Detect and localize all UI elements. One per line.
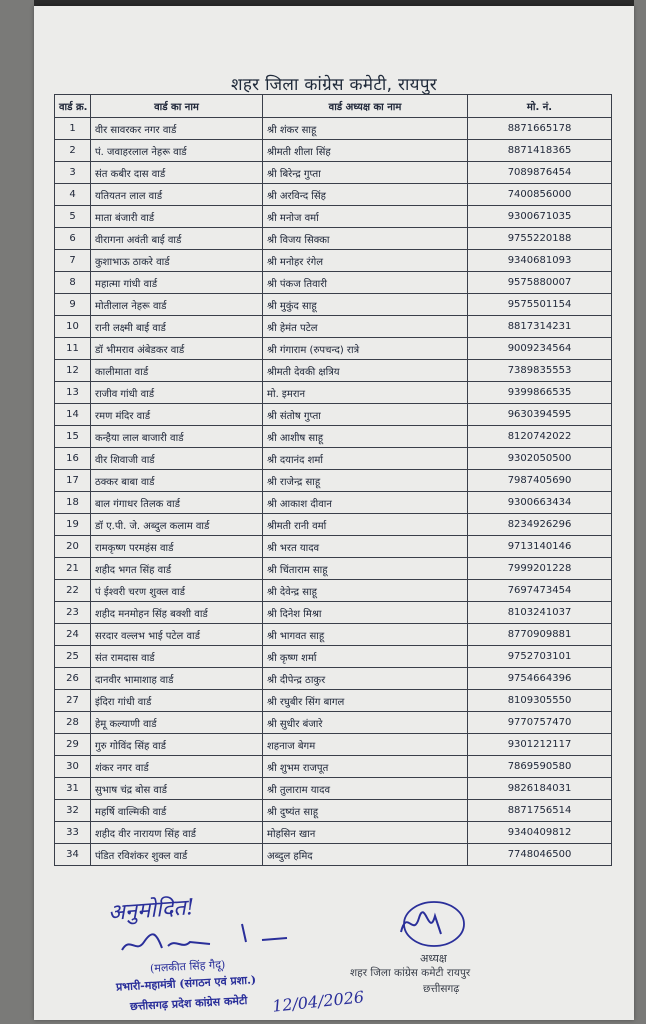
table-row bbox=[55, 734, 612, 756]
president-cell: श्री दिनेश मिश्रा bbox=[263, 602, 468, 624]
mobile-cell: 9755220188 bbox=[468, 228, 612, 250]
header-president-name: वार्ड अध्यक्ष का नाम bbox=[263, 95, 468, 118]
ward-no-cell: 24 bbox=[55, 624, 91, 646]
mobile-cell: 7869590580 bbox=[468, 756, 612, 778]
president-cell: श्री रघुबीर सिंग बागल bbox=[263, 690, 468, 712]
president-cell: श्री दुष्यंत साहू bbox=[263, 800, 468, 822]
ward-no-cell: 20 bbox=[55, 536, 91, 558]
ward-name-cell: वीरागना अवंती बाई वार्ड bbox=[91, 228, 263, 250]
ward-no-cell: 26 bbox=[55, 668, 91, 690]
ward-name-cell: महर्षि वाल्मिकी वार्ड bbox=[91, 800, 263, 822]
ward-no-cell: 19 bbox=[55, 514, 91, 536]
president-cell: मोहसिन खान bbox=[263, 822, 468, 844]
ward-name-cell: माता बंजारी वार्ड bbox=[91, 206, 263, 228]
table-row bbox=[55, 118, 612, 140]
ward-name-cell: बाल गंगाधर तिलक वार्ड bbox=[91, 492, 263, 514]
mobile-cell: 7089876454 bbox=[468, 162, 612, 184]
mobile-cell: 8234926296 bbox=[468, 514, 612, 536]
mobile-cell: 8871665178 bbox=[468, 118, 612, 140]
table-row bbox=[55, 250, 612, 272]
ward-no-cell: 14 bbox=[55, 404, 91, 426]
president-cell: श्री शंकर साहू bbox=[263, 118, 468, 140]
president-cell: श्री भरत यादव bbox=[263, 536, 468, 558]
table-row bbox=[55, 580, 612, 602]
mobile-cell: 9301212117 bbox=[468, 734, 612, 756]
mobile-cell: 9575880007 bbox=[468, 272, 612, 294]
mobile-cell: 9300663434 bbox=[468, 492, 612, 514]
ward-no-cell: 18 bbox=[55, 492, 91, 514]
president-cell: श्री मनोज वर्मा bbox=[263, 206, 468, 228]
mobile-cell: 9575501154 bbox=[468, 294, 612, 316]
signature-right bbox=[379, 898, 469, 953]
ward-name-cell: वीर शिवाजी वार्ड bbox=[91, 448, 263, 470]
ward-name-cell: कालीमाता वार्ड bbox=[91, 360, 263, 382]
president-cell: श्री पंकज तिवारी bbox=[263, 272, 468, 294]
approver-role: प्रभारी-महामंत्री (संगठन एवं प्रशा.) bbox=[115, 973, 257, 994]
table-row bbox=[55, 184, 612, 206]
ward-no-cell: 25 bbox=[55, 646, 91, 668]
mobile-cell: 9754664396 bbox=[468, 668, 612, 690]
ward-name-cell: यतियतन लाल वार्ड bbox=[91, 184, 263, 206]
table-row bbox=[55, 360, 612, 382]
mobile-cell: 9399866535 bbox=[468, 382, 612, 404]
ward-table bbox=[54, 94, 612, 866]
ward-no-cell: 29 bbox=[55, 734, 91, 756]
ward-no-cell: 15 bbox=[55, 426, 91, 448]
mobile-cell: 9300671035 bbox=[468, 206, 612, 228]
president-cell: श्री बिरेन्द्र गुप्ता bbox=[263, 162, 468, 184]
ward-no-cell: 12 bbox=[55, 360, 91, 382]
mobile-cell: 9302050500 bbox=[468, 448, 612, 470]
mobile-cell: 9826184031 bbox=[468, 778, 612, 800]
mobile-cell: 7987405690 bbox=[468, 470, 612, 492]
president-cell: श्री हेमंत पटेल bbox=[263, 316, 468, 338]
mobile-cell: 8770909881 bbox=[468, 624, 612, 646]
table-row bbox=[55, 800, 612, 822]
table-row bbox=[55, 426, 612, 448]
president-cell: श्री मनोहर रंगेल bbox=[263, 250, 468, 272]
mobile-cell: 7389835553 bbox=[468, 360, 612, 382]
approver-name: (मलकीत सिंह गैदू) bbox=[149, 958, 226, 975]
ward-name-cell: हेमू कल्याणी वार्ड bbox=[91, 712, 263, 734]
mobile-cell: 8103241037 bbox=[468, 602, 612, 624]
header-ward-no: वार्ड क्र. bbox=[55, 95, 91, 118]
table-row bbox=[55, 602, 612, 624]
table-row bbox=[55, 206, 612, 228]
approver-org: छत्तीसगढ़ प्रदेश कांग्रेस कमेटी bbox=[129, 993, 248, 1014]
president-cell: मो. इमरान bbox=[263, 382, 468, 404]
president-cell: श्री दीपेन्द्र ठाकुर bbox=[263, 668, 468, 690]
ward-no-cell: 28 bbox=[55, 712, 91, 734]
ward-name-cell: शहीद मनमोहन सिंह बक्शी वार्ड bbox=[91, 602, 263, 624]
president-cell: श्री संतोष गुप्ता bbox=[263, 404, 468, 426]
ward-name-cell: महात्मा गांधी वार्ड bbox=[91, 272, 263, 294]
president-cell: श्री सुधीर बंजारे bbox=[263, 712, 468, 734]
table-row bbox=[55, 624, 612, 646]
table-row bbox=[55, 272, 612, 294]
table-row bbox=[55, 514, 612, 536]
ward-no-cell: 3 bbox=[55, 162, 91, 184]
ward-name-cell: सरदार वल्लभ भाई पटेल वार्ड bbox=[91, 624, 263, 646]
table-row bbox=[55, 294, 612, 316]
signature-left bbox=[112, 912, 292, 962]
ward-name-cell: राजीव गांधी वार्ड bbox=[91, 382, 263, 404]
ward-name-cell: शहीद भगत सिंह वार्ड bbox=[91, 558, 263, 580]
mobile-cell: 8817314231 bbox=[468, 316, 612, 338]
table-header-row bbox=[55, 95, 612, 118]
ward-no-cell: 10 bbox=[55, 316, 91, 338]
president-cell: श्री विजय सिक्का bbox=[263, 228, 468, 250]
ward-name-cell: इंदिरा गांधी वार्ड bbox=[91, 690, 263, 712]
ward-no-cell: 5 bbox=[55, 206, 91, 228]
document-page bbox=[34, 6, 634, 1020]
table-row bbox=[55, 140, 612, 162]
mobile-cell: 7999201228 bbox=[468, 558, 612, 580]
ward-name-cell: शहीद वीर नारायण सिंह वार्ड bbox=[91, 822, 263, 844]
table-row bbox=[55, 822, 612, 844]
ward-name-cell: डॉ भीमराव अंबेडकर वार्ड bbox=[91, 338, 263, 360]
ward-no-cell: 11 bbox=[55, 338, 91, 360]
ward-no-cell: 2 bbox=[55, 140, 91, 162]
ward-no-cell: 8 bbox=[55, 272, 91, 294]
ward-name-cell: पं ईश्वरी चरण शुक्ल वार्ड bbox=[91, 580, 263, 602]
ward-name-cell: गुरु गोविंद सिंह वार्ड bbox=[91, 734, 263, 756]
mobile-cell: 8871756514 bbox=[468, 800, 612, 822]
table-row bbox=[55, 338, 612, 360]
president-cell: श्रीमती रानी वर्मा bbox=[263, 514, 468, 536]
table-row bbox=[55, 492, 612, 514]
table-row bbox=[55, 844, 612, 866]
ward-no-cell: 31 bbox=[55, 778, 91, 800]
ward-no-cell: 7 bbox=[55, 250, 91, 272]
ward-name-cell: कन्हैया लाल बाजारी वार्ड bbox=[91, 426, 263, 448]
mobile-cell: 9009234564 bbox=[468, 338, 612, 360]
president-cell: श्री अरविन्द सिंह bbox=[263, 184, 468, 206]
ward-name-cell: रानी लक्ष्मी बाई वार्ड bbox=[91, 316, 263, 338]
table-row bbox=[55, 778, 612, 800]
ward-name-cell: कुशाभाऊ ठाकरे वार्ड bbox=[91, 250, 263, 272]
ward-name-cell: सुभाष चंद्र बोस वार्ड bbox=[91, 778, 263, 800]
ward-name-cell: पं. जवाहरलाल नेहरू वार्ड bbox=[91, 140, 263, 162]
header-ward-name: वार्ड का नाम bbox=[91, 95, 263, 118]
president-cell: शहनाज बेगम bbox=[263, 734, 468, 756]
mobile-cell: 8871418365 bbox=[468, 140, 612, 162]
ward-no-cell: 32 bbox=[55, 800, 91, 822]
president-cell: श्रीमती शीला सिंह bbox=[263, 140, 468, 162]
table-row bbox=[55, 448, 612, 470]
table-row bbox=[55, 404, 612, 426]
ward-name-cell: वीर सावरकर नगर वार्ड bbox=[91, 118, 263, 140]
ward-name-cell: संत रामदास वार्ड bbox=[91, 646, 263, 668]
president-cell: श्री कृष्ण शर्मा bbox=[263, 646, 468, 668]
table-row bbox=[55, 382, 612, 404]
mobile-cell: 7697473454 bbox=[468, 580, 612, 602]
mobile-cell: 9630394595 bbox=[468, 404, 612, 426]
president-cell: श्री चिंताराम साहू bbox=[263, 558, 468, 580]
approved-handwriting: अनुमोदित! bbox=[107, 895, 196, 926]
president-state: छत्तीसगढ़ bbox=[423, 983, 460, 995]
table-row bbox=[55, 316, 612, 338]
table-row bbox=[55, 668, 612, 690]
ward-no-cell: 21 bbox=[55, 558, 91, 580]
mobile-cell: 7400856000 bbox=[468, 184, 612, 206]
mobile-cell: 7748046500 bbox=[468, 844, 612, 866]
ward-name-cell: ठक्कर बाबा वार्ड bbox=[91, 470, 263, 492]
mobile-cell: 8120742022 bbox=[468, 426, 612, 448]
ward-no-cell: 4 bbox=[55, 184, 91, 206]
ward-no-cell: 13 bbox=[55, 382, 91, 404]
ward-no-cell: 17 bbox=[55, 470, 91, 492]
ward-name-cell: रामकृष्ण परमहंस वार्ड bbox=[91, 536, 263, 558]
ward-name-cell: मोतीलाल नेहरू वार्ड bbox=[91, 294, 263, 316]
mobile-cell: 9752703101 bbox=[468, 646, 612, 668]
president-cell: श्री आकाश दीवान bbox=[263, 492, 468, 514]
president-cell: श्री गंगाराम (रुपचन्द) रात्रे bbox=[263, 338, 468, 360]
president-cell: श्री मुकुंद साहू bbox=[263, 294, 468, 316]
table-row bbox=[55, 558, 612, 580]
mobile-cell: 9770757470 bbox=[468, 712, 612, 734]
president-cell: श्री शुभम राजपूत bbox=[263, 756, 468, 778]
header-mobile: मो. नं. bbox=[468, 95, 612, 118]
mobile-cell: 9340409812 bbox=[468, 822, 612, 844]
table-row bbox=[55, 712, 612, 734]
president-cell: अब्दुल हमिद bbox=[263, 844, 468, 866]
ward-no-cell: 1 bbox=[55, 118, 91, 140]
mobile-cell: 8109305550 bbox=[468, 690, 612, 712]
president-cell: श्रीमती देवकी क्षत्रिय bbox=[263, 360, 468, 382]
president-title: अध्यक्ष bbox=[420, 952, 447, 965]
ward-no-cell: 34 bbox=[55, 844, 91, 866]
mobile-cell: 9713140146 bbox=[468, 536, 612, 558]
ward-name-cell: डॉ ए.पी. जे. अब्दुल कलाम वार्ड bbox=[91, 514, 263, 536]
table-row bbox=[55, 756, 612, 778]
ward-name-cell: संत कबीर दास वार्ड bbox=[91, 162, 263, 184]
ward-name-cell: पंडित रविशंकर शुक्ल वार्ड bbox=[91, 844, 263, 866]
ward-no-cell: 6 bbox=[55, 228, 91, 250]
table-row bbox=[55, 690, 612, 712]
ward-no-cell: 22 bbox=[55, 580, 91, 602]
table-row bbox=[55, 646, 612, 668]
president-cell: श्री भागवत साहू bbox=[263, 624, 468, 646]
document-title: शहर जिला कांग्रेस कमेटी, रायपुर bbox=[230, 75, 438, 95]
ward-no-cell: 16 bbox=[55, 448, 91, 470]
ward-no-cell: 23 bbox=[55, 602, 91, 624]
ward-no-cell: 30 bbox=[55, 756, 91, 778]
ward-no-cell: 33 bbox=[55, 822, 91, 844]
president-cell: श्री राजेन्द्र साहू bbox=[263, 470, 468, 492]
approval-date: 12/04/2026 bbox=[271, 987, 365, 1016]
president-cell: श्री देवेन्द्र साहू bbox=[263, 580, 468, 602]
ward-no-cell: 9 bbox=[55, 294, 91, 316]
mobile-cell: 9340681093 bbox=[468, 250, 612, 272]
table-body bbox=[55, 118, 612, 866]
president-cell: श्री तुलाराम यादव bbox=[263, 778, 468, 800]
president-cell: श्री आशीष साहू bbox=[263, 426, 468, 448]
president-org: शहर जिला कांग्रेस कमेटी रायपुर bbox=[350, 967, 471, 979]
ward-name-cell: दानवीर भामाशाह वार्ड bbox=[91, 668, 263, 690]
ward-name-cell: शंकर नगर वार्ड bbox=[91, 756, 263, 778]
ward-name-cell: रमण मंदिर वार्ड bbox=[91, 404, 263, 426]
table-row bbox=[55, 228, 612, 250]
ward-no-cell: 27 bbox=[55, 690, 91, 712]
table-row bbox=[55, 470, 612, 492]
president-cell: श्री दयानंद शर्मा bbox=[263, 448, 468, 470]
table-row bbox=[55, 162, 612, 184]
table-row bbox=[55, 536, 612, 558]
